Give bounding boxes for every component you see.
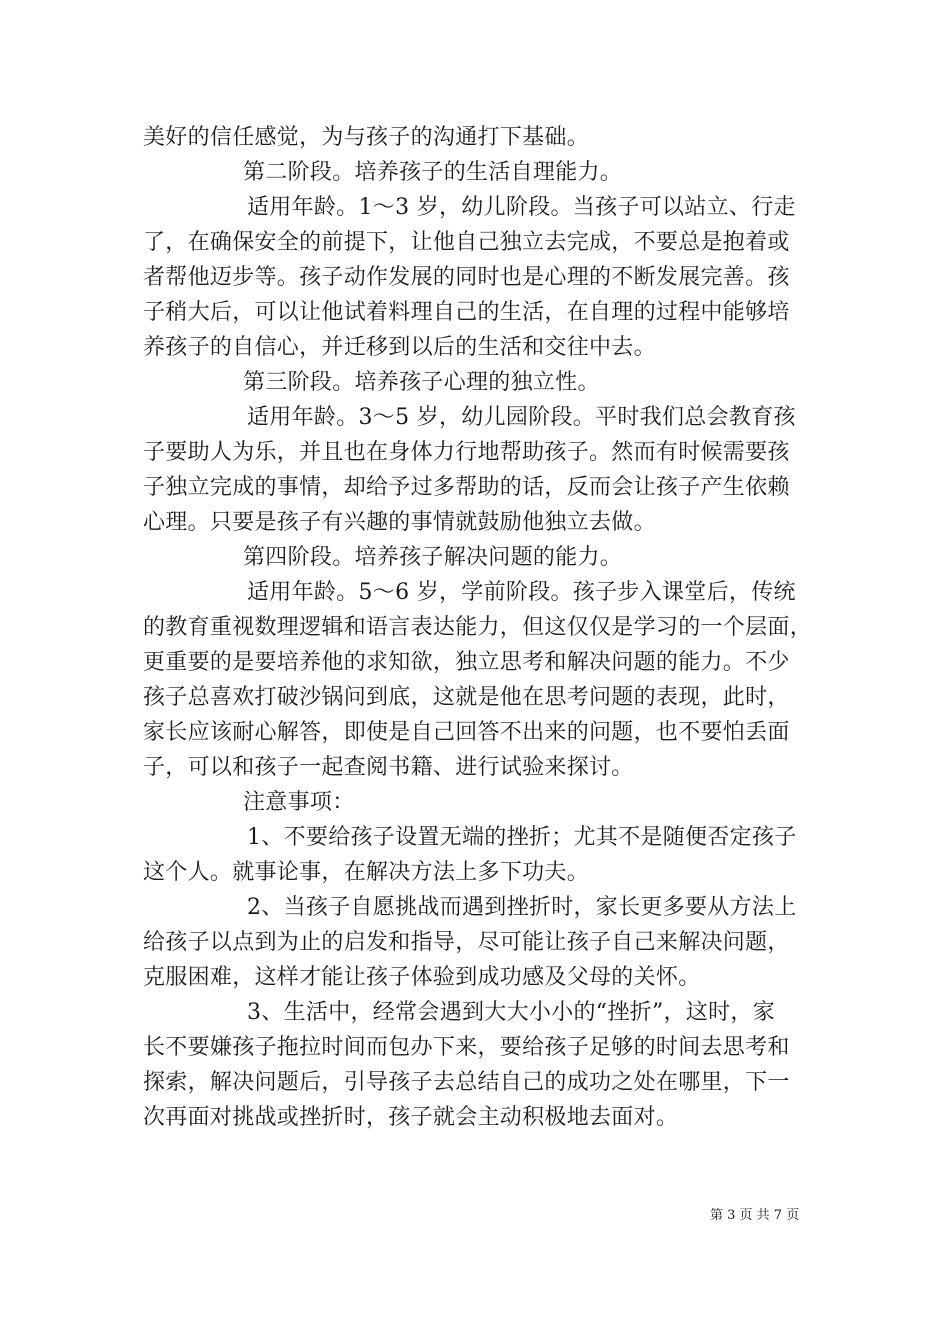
- section-heading-stage-4: 第四阶段。培养孩子解决问题的能力。: [243, 545, 623, 570]
- section-heading-notes: 注意事项：: [243, 790, 355, 815]
- page-number: 第 3 页 共 7 页: [710, 1208, 800, 1223]
- text-line: 1、不要给孩子设置无端的挫折；尤其不是随便否定孩子: [247, 825, 797, 850]
- section-heading-stage-2: 第二阶段。培养孩子的生活自理能力。: [243, 160, 623, 185]
- text-line: 美好的信任感觉，为与孩子的沟通打下基础。: [143, 125, 590, 150]
- text-line: 了，在确保安全的前提下，让他自己独立去完成，不要总是抱着或: [143, 230, 790, 255]
- text-line: 适用年龄。1～3 岁，幼儿阶段。当孩子可以站立、行走: [247, 195, 796, 220]
- text-line: 的教育重视数理逻辑和语言表达能力，但这仅仅是学习的一个层面，: [143, 615, 813, 640]
- text-line: 子独立完成的事情，却给予过多帮助的话，反而会让孩子产生依赖: [143, 475, 790, 500]
- text-line: 家长应该耐心解答，即使是自己回答不出来的问题，也不要怕丢面: [143, 720, 790, 745]
- text-line: 次再面对挑战或挫折时，孩子就会主动积极地去面对。: [143, 1105, 679, 1130]
- text-line: 孩子总喜欢打破沙锅问到底，这就是他在思考问题的表现，此时，: [143, 685, 790, 710]
- text-line: 2、当孩子自愿挑战而遇到挫折时，家长更多要从方法上: [247, 895, 797, 920]
- text-line: 更重要的是要培养他的求知欲，独立思考和解决问题的能力。不少: [143, 650, 790, 675]
- text-line: 3、生活中，经常会遇到大大小小的“挫折”，这时，家: [247, 1000, 775, 1025]
- document-body: [143, 120, 811, 1135]
- text-line: 适用年龄。5～6 岁，学前阶段。孩子步入课堂后，传统: [247, 580, 796, 605]
- text-line: 心理。只要是孩子有兴趣的事情就鼓励他独立去做。: [143, 510, 656, 535]
- text-line: 克服困难，这样才能让孩子体验到成功感及父母的关怀。: [143, 965, 701, 990]
- text-line: 探索，解决问题后，引导孩子去总结自己的成功之处在哪里，下一: [143, 1070, 790, 1095]
- text-line: 给孩子以点到为止的启发和指导，尽可能让孩子自己来解决问题，: [143, 930, 790, 955]
- text-line: 子，可以和孩子一起查阅书籍、进行试验来探讨。: [143, 755, 634, 780]
- text-line: 适用年龄。3～5 岁，幼儿园阶段。平时我们总会教育孩: [247, 405, 796, 430]
- text-line: 子稍大后，可以让他试着料理自己的生活，在自理的过程中能够培: [143, 300, 790, 325]
- section-heading-stage-3: 第三阶段。培养孩子心理的独立性。: [243, 370, 600, 395]
- text-line: 者帮他迈步等。孩子动作发展的同时也是心理的不断发展完善。孩: [143, 265, 790, 290]
- text-line: 养孩子的自信心，并迁移到以后的生活和交往中去。: [143, 335, 656, 360]
- text-line: 长不要嫌孩子拖拉时间而包办下来，要给孩子足够的时间去思考和: [143, 1035, 790, 1060]
- text-line: 这个人。就事论事，在解决方法上多下功夫。: [143, 860, 590, 885]
- text-line: 子要助人为乐，并且也在身体力行地帮助孩子。然而有时候需要孩: [143, 440, 790, 465]
